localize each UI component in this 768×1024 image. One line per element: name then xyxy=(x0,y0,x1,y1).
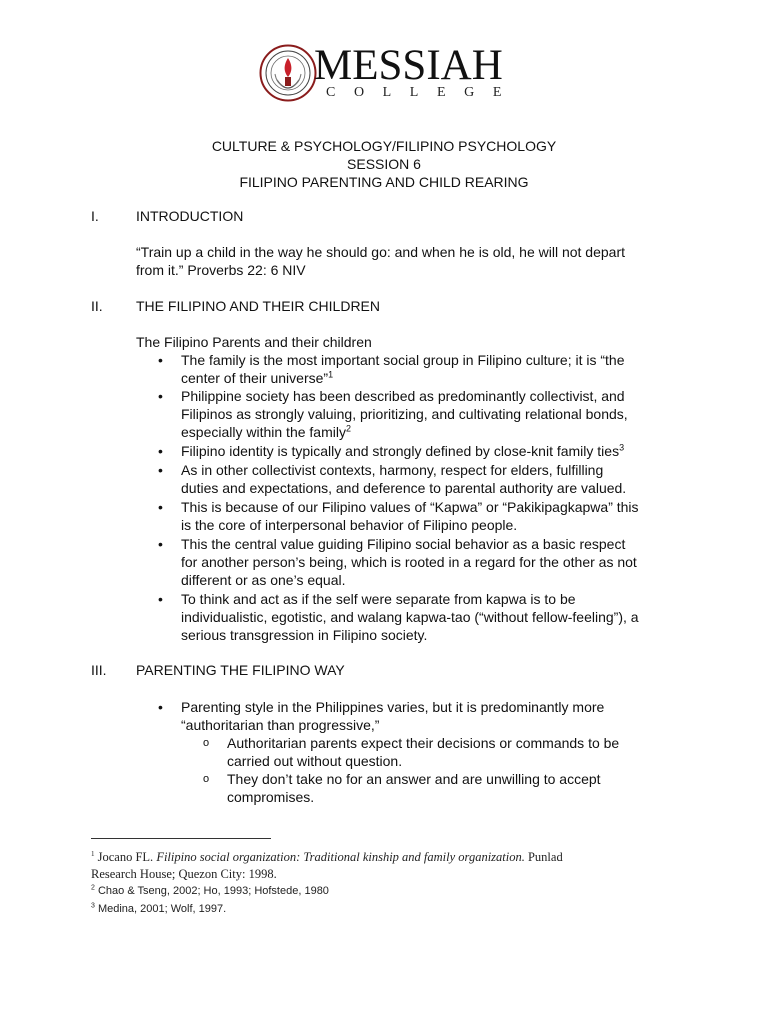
bullet-1-line-2: center of their universe”$^1$ xyxy=(181,369,334,386)
section-1-heading: INTRODUCTION xyxy=(136,208,244,224)
session-label: SESSION 6 xyxy=(347,156,421,172)
course-title: CULTURE & PSYCHOLOGY/FILIPINO PSYCHOLOGY xyxy=(211,138,557,154)
section-3-heading: PARENTING THE FILIPINO WAY xyxy=(136,662,345,678)
quote-line-2: from it.” Proverbs 22: 6 NIV xyxy=(136,262,306,278)
bullet-2-line-2: Filipinos as strongly valuing, prioritizing, and cultivating relational bonds, xyxy=(181,406,628,422)
bullet-icon: • xyxy=(158,352,163,368)
footnote-1-line-1: $^1$ Jocano FL. Filipino social organization: Traditional kinship and family organization. Punlad xyxy=(91,849,563,864)
college-seal-icon xyxy=(259,44,317,102)
bullet-5-line-1: This is because of our Filipino values of “Kapwa” or “Pakikipagkapwa” this xyxy=(181,499,639,515)
subbullet-2-line-2: compromises. xyxy=(227,789,315,805)
bullet-7-line-1: To think and act as if the self were separate from kapwa is to be xyxy=(181,591,576,607)
logo-subtitle: COLLEGE xyxy=(326,85,520,100)
footnote-2: $^2$ Chao & Tseng, 2002; Ho, 1993; Hofstede, 1980 xyxy=(91,884,329,897)
bullet-3-line-1: Filipino identity is typically and strongly defined by close-knit family ties$^3$ xyxy=(181,442,625,459)
parenting-bullet-line-1: Parenting style in the Philippines varies, but it is predominantly more xyxy=(181,699,605,715)
quote-line-1: “Train up a child in the way he should go: and when he is old, he will not depart xyxy=(136,244,626,260)
footnote-1-line-2: Research House; Quezon City: 1998. xyxy=(91,867,277,881)
bullet-4-line-1: As in other collectivist contexts, harmony, respect for elders, fulfilling xyxy=(181,462,604,478)
bullet-5-line-2: is the core of interpersonal behavior of Filipino people. xyxy=(181,517,518,533)
parenting-bullet-line-2: “authoritarian than progressive,” xyxy=(181,717,380,733)
bullet-1-line-1: The family is the most important social group in Filipino culture; it is “the xyxy=(181,352,625,368)
document-title xyxy=(0,137,768,191)
section-2-subheading: The Filipino Parents and their children xyxy=(136,334,372,350)
circle-bullet-icon: o xyxy=(203,737,210,749)
footnote-3: $^3$ Medina, 2001; Wolf, 1997. xyxy=(91,902,227,915)
bullet-2-line-3: especially within the family$^2$ xyxy=(181,423,351,440)
circle-bullet-icon: o xyxy=(203,773,210,785)
section-2-heading: THE FILIPINO AND THEIR CHILDREN xyxy=(136,298,381,314)
bullet-icon: • xyxy=(158,388,163,404)
bullet-icon: • xyxy=(158,462,163,478)
bullet-6-line-3: different or as one’s equal. xyxy=(181,572,346,588)
session-topic: FILIPINO PARENTING AND CHILD REARING xyxy=(239,174,529,190)
bullet-icon: • xyxy=(158,699,163,715)
messiah-college-logo xyxy=(259,42,520,104)
bullet-6-line-1: This the central value guiding Filipino social behavior as a basic respect xyxy=(181,536,626,552)
subbullet-1-line-2: carried out without question. xyxy=(227,753,403,769)
footnote-separator xyxy=(91,838,271,839)
footnote-ref-2: 2 xyxy=(345,423,351,434)
bullet-icon: • xyxy=(158,443,163,459)
section-2-number: II. xyxy=(91,298,103,314)
bullet-7-line-3: serious transgression in Filipino society. xyxy=(181,627,428,643)
bullet-4-line-2: duties and expectations, and deference to parental authority are valued. xyxy=(181,480,627,496)
bullet-7-line-2: individualistic, egotistic, and walang kapwa-tao (“without fellow-feeling”), a xyxy=(181,609,639,625)
footnote-ref-1: 1 xyxy=(328,369,334,380)
subbullet-2-line-1: They don’t take no for an answer and are unwilling to accept xyxy=(227,771,601,787)
bullet-6-line-2: for another person’s being, which is rooted in a regard for the other as not xyxy=(181,554,637,570)
section-3-number: III. xyxy=(91,662,107,678)
section-1-number: I. xyxy=(91,208,99,224)
bullet-icon: • xyxy=(158,591,163,607)
bullet-2-line-1: Philippine society has been described as predominantly collectivist, and xyxy=(181,388,625,404)
bullet-icon: • xyxy=(158,536,163,552)
bullet-icon: • xyxy=(158,499,163,515)
logo-wordmark: MESSIAH xyxy=(314,42,503,89)
subbullet-1-line-1: Authoritarian parents expect their decisions or commands to be xyxy=(227,735,620,751)
footnote-ref-3: 3 xyxy=(619,442,625,453)
